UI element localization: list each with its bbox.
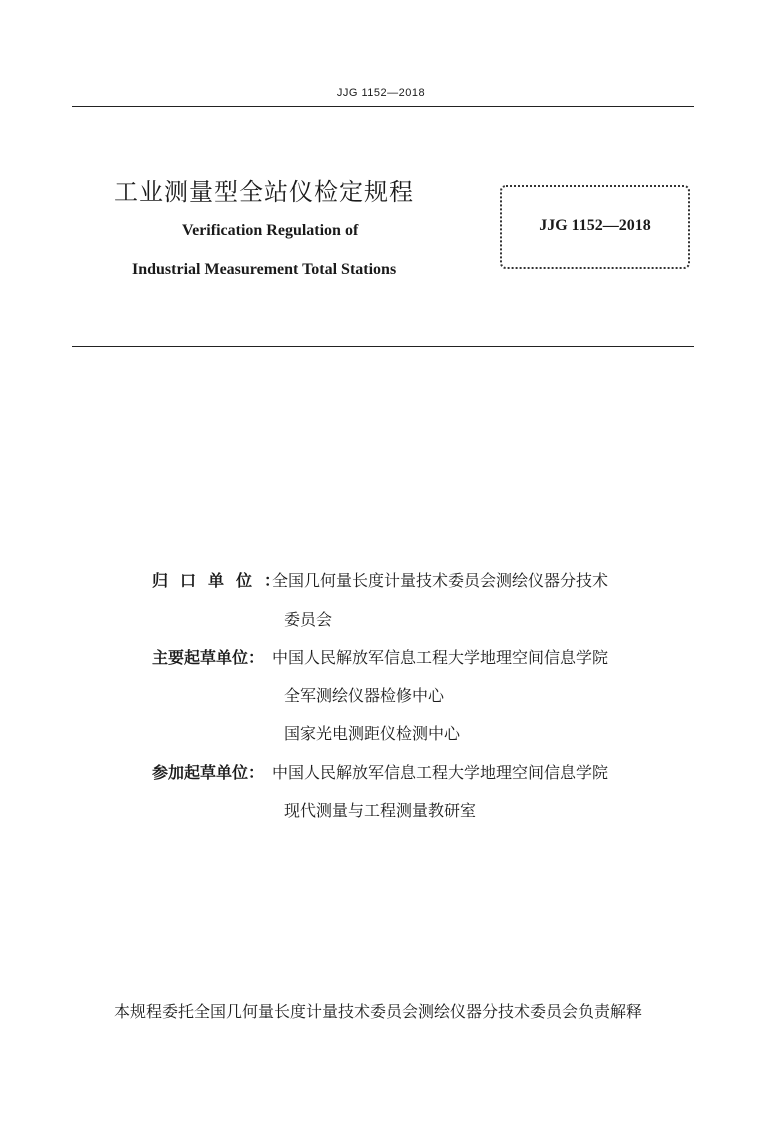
main-drafters-label: 主要起草单位： [152, 648, 265, 667]
title-english-line2: Industrial Measurement Total Stations [132, 261, 397, 278]
responsible-unit-label: 归口单位： [152, 571, 293, 590]
responsible-unit-value-2: 委员会 [284, 610, 333, 629]
header-standard-code: JJG 1152—2018 [336, 87, 426, 99]
responsible-unit-value-1: 全国几何量长度计量技术委员会测绘仪器分技术 [272, 571, 609, 590]
title-english-line1: Verification Regulation of [182, 222, 359, 239]
main-drafter-1: 中国人民解放军信息工程大学地理空间信息学院 [272, 648, 609, 667]
participants-row [152, 760, 608, 783]
standard-code-box [500, 185, 690, 269]
footer-note: 本规程委托全国几何量长度计量技术委员会测绘仪器分技术委员会负责解释 [114, 1002, 643, 1021]
participant-1: 中国人民解放军信息工程大学地理空间信息学院 [272, 763, 609, 782]
participants-label: 参加起草单位： [152, 763, 265, 782]
participant-2: 现代测量与工程测量教研室 [284, 801, 477, 820]
main-drafters-row [152, 645, 608, 668]
top-divider [72, 106, 694, 107]
responsible-unit-row [152, 568, 608, 591]
standard-code: JJG 1152—2018 [539, 217, 651, 234]
middle-divider [72, 346, 694, 347]
main-drafter-3: 国家光电测距仪检测中心 [284, 724, 461, 743]
title-chinese: 工业测量型全站仪检定规程 [114, 178, 414, 206]
main-drafter-2: 全军测绘仪器检修中心 [284, 686, 445, 705]
